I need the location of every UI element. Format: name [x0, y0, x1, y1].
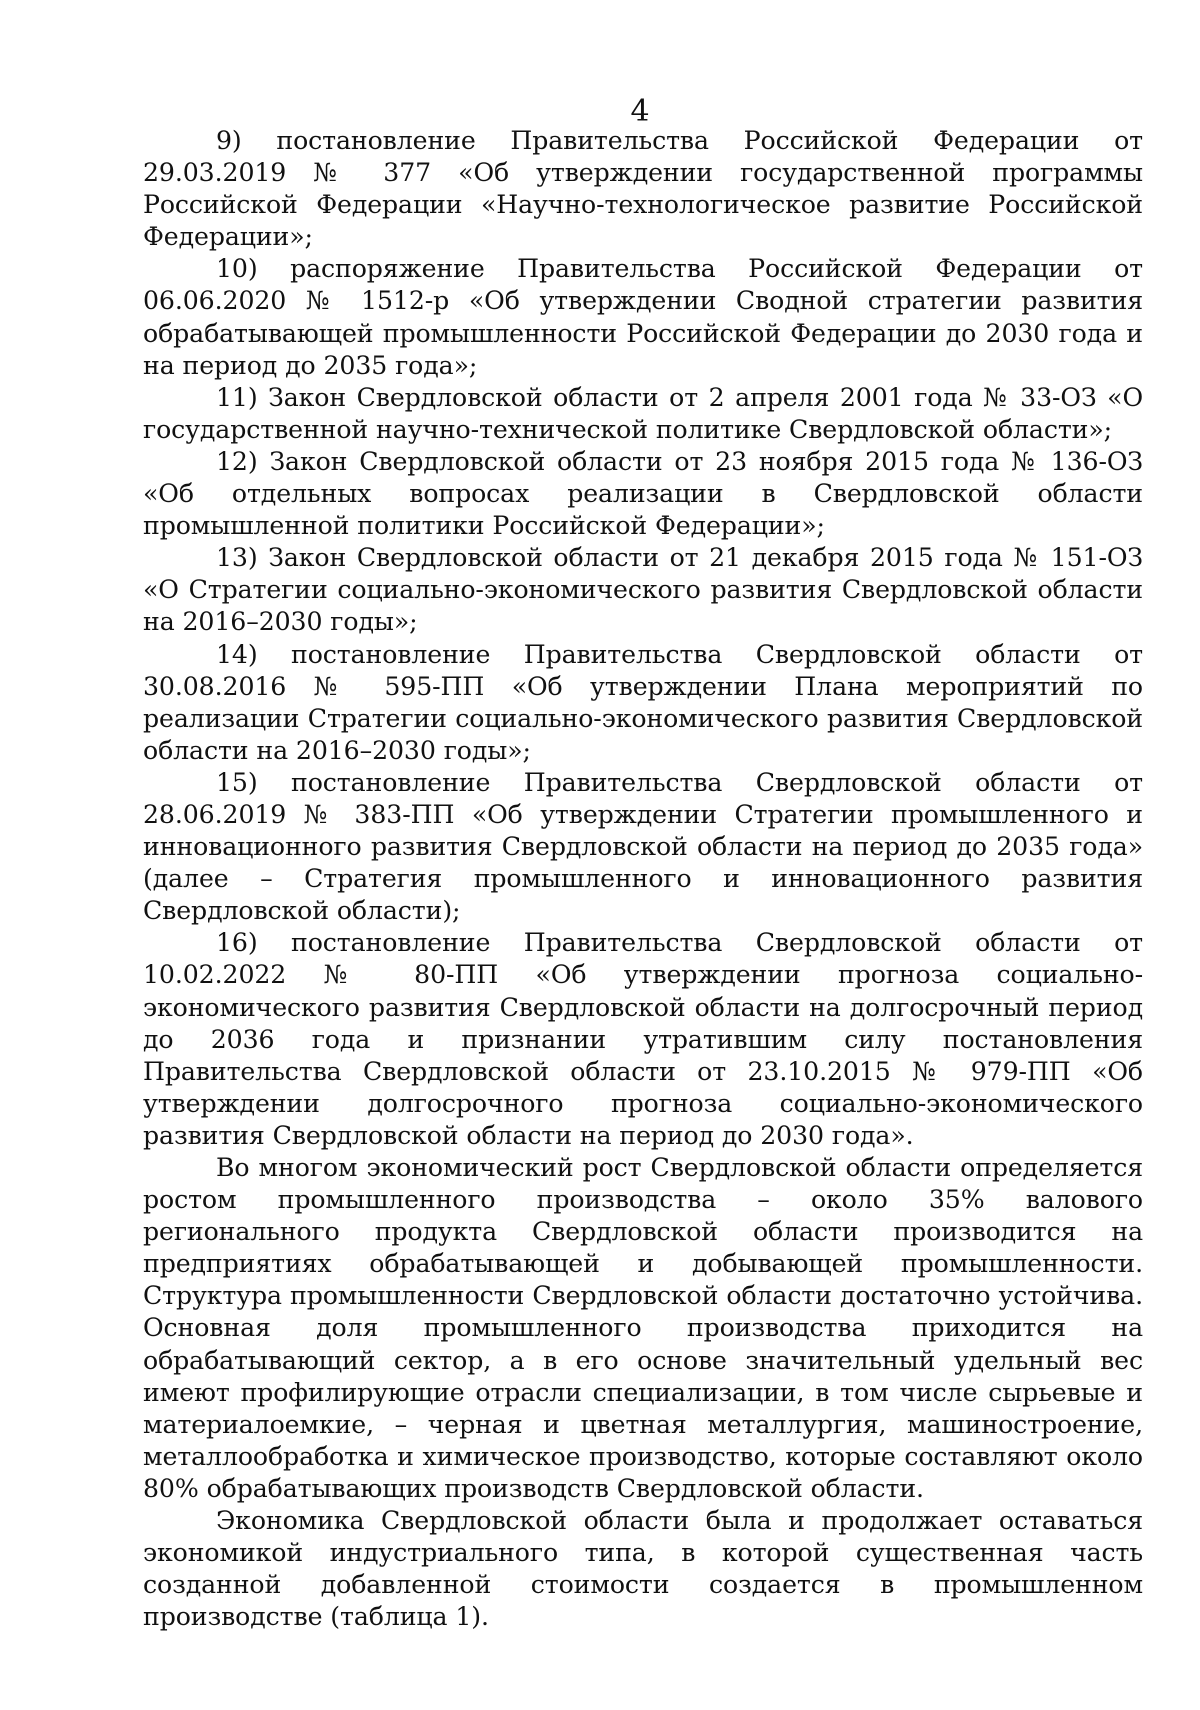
list-item-10: 10) распоряжение Правительства Российской Федерации от 06.06.2020 № 1512-р «Об утверждении Сводной стратегии развития обрабатывающей промышленности Российской Федерации до 2030 года и на период до 2035 года»;: [143, 254, 1143, 380]
list-item-11: 11) Закон Свердловской области от 2 апреля 2001 года № 33-ОЗ «О государственной научно-технической политике Свердловской области»;: [143, 382, 1143, 444]
document-body: [143, 125, 1143, 1633]
list-item-13: 13) Закон Свердловской области от 21 декабря 2015 года № 151-ОЗ «О Стратегии социально-экономического развития Свердловской области на 2016–2030 годы»;: [143, 543, 1143, 637]
list-item-14: 14) постановление Правительства Свердловской области от 30.08.2016 № 595-ПП «Об утверждении Плана мероприятий по реализации Стратегии социально-экономического развития Свердловской области на 2016–2030 годы»;: [143, 639, 1143, 765]
paragraph-economy-type: Экономика Свердловской области была и продолжает оставаться экономикой индустриального типа, в которой существенная часть созданной добавленной стоимости создается в промышленном производстве (таблица 1).: [143, 1506, 1143, 1632]
list-item-16: 16) постановление Правительства Свердловской области от 10.02.2022 № 80-ПП «Об утверждении прогноза социально-экономического развития Свердловской области на долгосрочный период до 2036 года и признании утратившим силу постановления Правительства Свердловской области от 23.10.2015 № 979-ПП «Об утверждении долгосрочного прогноза социально-экономического развития Свердловской области на период до 2030 года».: [143, 928, 1143, 1150]
list-item-12: 12) Закон Свердловской области от 23 ноября 2015 года № 136-ОЗ «Об отдельных вопросах реализации в Свердловской области промышленной политики Российской Федерации»;: [143, 446, 1143, 541]
page-number: 4: [630, 94, 650, 129]
list-item-15: 15) постановление Правительства Свердловской области от 28.06.2019 № 383-ПП «Об утверждении Стратегии промышленного и инновационного развития Свердловской области на период до 2035 года» (далее – Стратегия промышленного и инновационного развития Свердловской области);: [143, 767, 1143, 926]
list-item-9: 9) постановление Правительства Российской Федерации от 29.03.2019 № 377 «Об утверждении государственной программы Российской Федерации «Научно-технологическое развитие Российской Федерации»;: [143, 126, 1143, 252]
paragraph-industry-structure: Во многом экономический рост Свердловской области определяется ростом промышленного производства – около 35% валового регионального продукта Свердловской области производится на предприятиях обрабатывающей и добывающей промышленности. Структура промышленности Свердловской области достаточно устойчива. Основная доля промышленного производства приходится на обрабатывающий сектор, а в его основе значительный удельный вес имеют профилирующие отрасли специализации, в том числе сырьевые и материалоемкие, – черная и цветная металлургия, машиностроение, металлообработка и химическое производство, которые составляют около 80% обрабатывающих производств Свердловской области.: [143, 1153, 1143, 1503]
